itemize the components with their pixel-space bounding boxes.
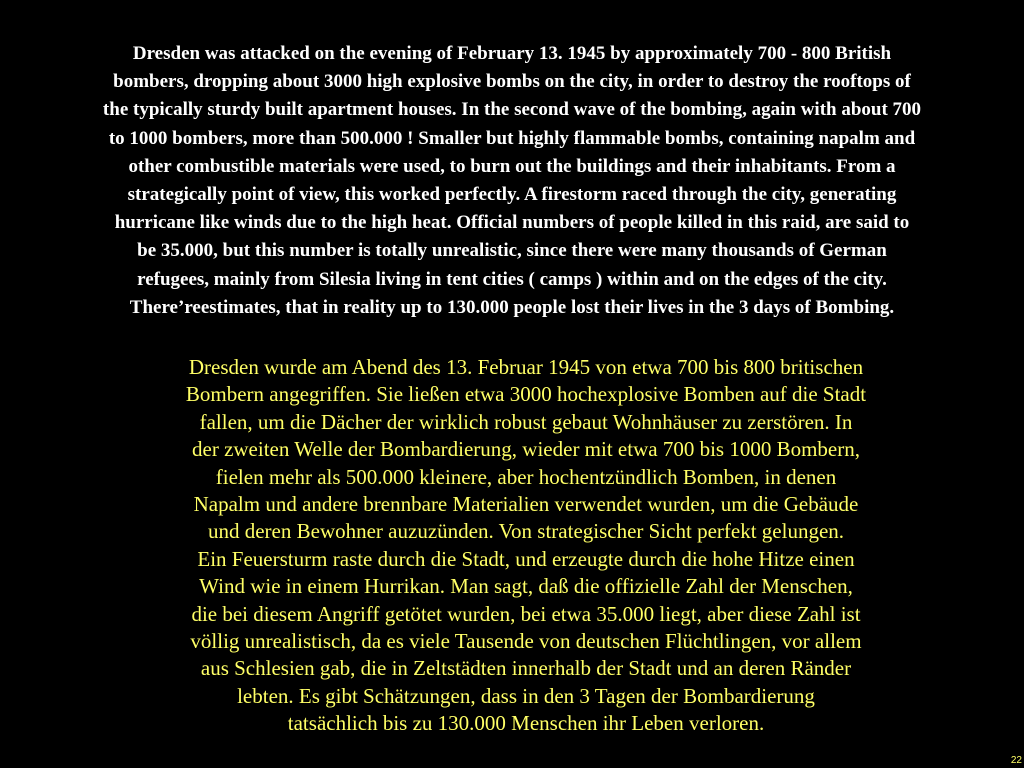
page-number: 22 bbox=[1010, 755, 1022, 766]
german-paragraph: Dresden wurde am Abend des 13. Februar 1945 von etwa 700 bis 800 britischen Bombern angegriffen. Sie ließen etwa 3000 hochexplosive Bomben auf die Stadt fallen, um die Dächer der wirklich robust gebaut Wohnhäuser zu zerstören. In der zweiten Welle der Bombardierung, wieder mit etwa 700 bis 1000 Bombern, fielen mehr als 500.000 kleinere, aber hochentzündlich Bomben, in denen Napalm und andere brennbare Materialien verwendet wurden, um die Gebäude und deren Bewohner auzuzünden. Von strategischer Sicht perfekt gelungen. Ein Feuersturm raste durch die Stadt, und erzeugte durch die hohe Hitze einen Wind wie in einem Hurrikan. Man sagt, daß die offizielle Zahl der Menschen, die bei diesem Angriff getötet wurden, bei etwa 35.000 liegt, aber diese Zahl ist völlig unrealistisch, da es viele Tausende von deutschen Flüchtlingen, vor allem aus Schlesien gab, die in Zeltstädten innerhalb der Stadt und an deren Ränder lebten. Es gibt Schätzungen, dass in den 3 Tagen der Bombardierung tatsächlich bis zu 130.000 Menschen ihr Leben verloren. bbox=[185, 355, 867, 736]
english-paragraph: Dresden was attacked on the evening of February 13. 1945 by approximately 700 - 800 British bombers, dropping about 3000 high explosive bombs on the city, in order to destroy the rooftops of the typically sturdy built apartment houses. In the second wave of the bombing, again with about 700 to 1000 bombers, more than 500.000 ! Smaller but highly flammable bombs, containing napalm and other combustible materials were used, to burn out the buildings and their inhabitants. From a strategically point of view, this worked perfectly. A firestorm raced through the city, generating hurricane like winds due to the high heat. Official numbers of people killed in this raid, are said to be 35.000, but this number is totally unrealistic, since there were many thousands of German refugees, mainly from Silesia living in tent cities ( camps ) within and on the edges of the city. There’reestimates, that in reality up to 130.000 people lost their lives in the 3 days of Bombing. bbox=[102, 43, 922, 318]
